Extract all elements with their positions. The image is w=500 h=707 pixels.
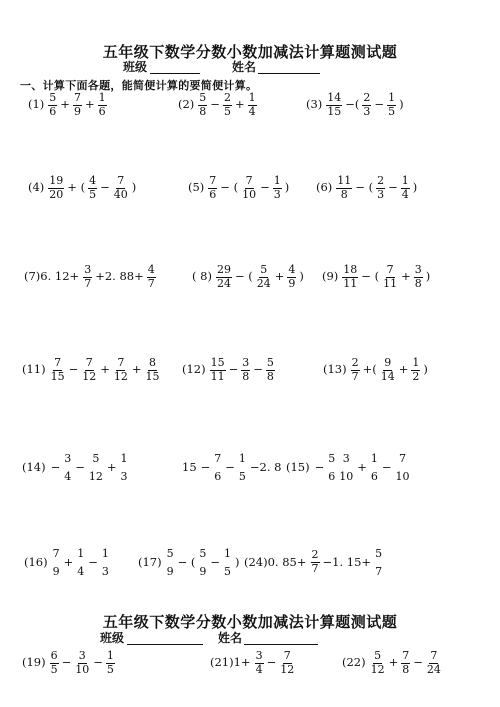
problem-number: (11)	[22, 362, 46, 377]
fraction: $\frac{15}{11}$	[210, 356, 225, 383]
problem-number: (19)	[22, 655, 46, 670]
name-label: 姓名	[218, 631, 243, 645]
class-blank[interactable]	[150, 73, 200, 74]
problem-6: (6) $\frac{11}{8}$ − ( $\frac{2}{3}$ − $\frac{1}{4}$ )	[316, 174, 418, 201]
fraction: $\frac{29}{24}$	[216, 263, 231, 290]
problem-4: (4) $\frac{19}{20}$ + ( $\frac{4}{5}$ − $\frac{7}{40}$ )	[28, 174, 137, 201]
fraction: $\frac{1}{5}$	[388, 91, 396, 118]
fraction: $\frac{3}{7}$	[84, 263, 92, 290]
fraction: $\frac{3}{10}$	[75, 649, 90, 676]
fraction: 5 9	[166, 547, 174, 578]
problem-24: (24)0. 85+ $\frac{2}{7}$ −1. 15+ 5 7	[244, 545, 384, 580]
fraction: $\frac{7}{10}$	[242, 174, 257, 201]
fraction: 3 4	[64, 452, 72, 483]
problem-19: (19) $\frac{6}{5}$ − $\frac{3}{10}$ − $\frac{1}{5}$	[22, 649, 114, 676]
fraction: 1 3	[101, 547, 109, 578]
fraction: 5 9	[199, 547, 207, 578]
fraction: $\frac{2}{7}$	[311, 548, 319, 576]
fraction: $\frac{2}{3}$	[377, 174, 385, 201]
fraction: $\frac{4}{5}$	[89, 174, 97, 201]
fraction: $\frac{5}{6}$	[49, 91, 57, 118]
fraction: $\frac{2}{7}$	[351, 356, 359, 383]
fraction: 5 6	[328, 452, 336, 483]
fraction: 5 12	[88, 452, 103, 483]
fraction: 7 10	[395, 452, 410, 483]
fraction: 1 4	[77, 547, 85, 578]
class-label: 班级	[123, 60, 148, 74]
problem-2: (2) $\frac{5}{8}$ − $\frac{2}{5}$ + $\frac{1}{4}$	[178, 91, 256, 118]
fraction: $\frac{4}{7}$	[147, 263, 155, 290]
fraction: $\frac{7}{8}$	[402, 649, 410, 676]
fraction: $\frac{7}{12}$	[113, 356, 128, 383]
name-label: 姓名	[232, 60, 257, 74]
fraction: 1 5	[238, 452, 246, 483]
fraction: $\frac{1}{4}$	[401, 174, 409, 201]
problem-number: (21)1+	[210, 655, 251, 670]
problem-21: (21)1+ $\frac{3}{4}$ − $\frac{7}{12}$	[210, 649, 295, 676]
fraction: 1 3	[120, 452, 128, 483]
fraction: $\frac{5}{24}$	[256, 263, 271, 290]
problem-number: (1)	[28, 97, 45, 112]
problem-number: (16)	[24, 554, 48, 569]
fraction: $\frac{3}{4}$	[255, 649, 263, 676]
problem-number: (6)	[316, 180, 333, 195]
problem-number: (22)	[342, 655, 366, 670]
fraction: $\frac{1}{4}$	[248, 91, 256, 118]
fraction: 1 6	[370, 452, 378, 483]
class-label: 班级	[100, 631, 125, 645]
fraction: $\frac{14}{15}$	[327, 91, 342, 118]
problem-number: (24)0. 85+	[244, 554, 307, 569]
fraction: $\frac{7}{15}$	[50, 356, 65, 383]
name-blank[interactable]	[258, 73, 320, 74]
fraction: $\frac{7}{6}$	[209, 174, 217, 201]
fraction: 1 5	[224, 547, 232, 578]
fraction: $\frac{2}{3}$	[363, 91, 371, 118]
worksheet-title-2: 五年级下数学分数小数加减法计算题测试题	[102, 613, 398, 631]
fraction: $\frac{7}{9}$	[73, 91, 81, 118]
fraction: $\frac{4}{9}$	[288, 263, 296, 290]
fraction: $\frac{5}{8}$	[199, 91, 207, 118]
problem-15: (15) − 5 6 3 10 + 1 6 − 7 10	[286, 450, 412, 485]
problem-number: (3)	[306, 97, 323, 112]
fraction: $\frac{7}{12}$	[82, 356, 97, 383]
problem-number: (17)	[138, 554, 162, 569]
fraction: $\frac{1}{6}$	[98, 91, 106, 118]
fraction: $\frac{7}{11}$	[383, 263, 398, 290]
problem-1: (1) $\frac{5}{6}$ + $\frac{7}{9}$ + $\frac{1}{6}$	[28, 91, 106, 118]
fraction: $\frac{7}{12}$	[280, 649, 295, 676]
fraction: $\frac{7}{24}$	[426, 649, 441, 676]
problem-14: (14) − 3 4 − 5 12 + 1 3	[22, 450, 130, 485]
problem-number: ( 8)	[192, 269, 212, 284]
fraction: $\frac{8}{15}$	[145, 356, 160, 383]
fraction: $\frac{18}{11}$	[343, 263, 358, 290]
fraction: $\frac{1}{3}$	[273, 174, 281, 201]
problem-22: (22) $\frac{5}{12}$ + $\frac{7}{8}$ − $\frac{7}{24}$	[342, 649, 441, 676]
problem-16: (16) 7 9 + 1 4 − 1 3	[24, 545, 111, 580]
problem-8: ( 8) $\frac{29}{24}$ − ( $\frac{5}{24}$ + $\frac{4}{9}$ )	[192, 263, 304, 290]
problem-11: (11) $\frac{7}{15}$ − $\frac{7}{12}$ + $\frac{7}{12}$ + $\frac{8}{15}$	[22, 356, 160, 383]
name-blank[interactable]	[244, 644, 318, 645]
fraction: 7 6	[214, 452, 222, 483]
problem-9: (9) $\frac{18}{11}$ − ( $\frac{7}{11}$ + $\frac{3}{8}$ )	[322, 263, 431, 290]
fraction: $\frac{2}{5}$	[223, 91, 231, 118]
problem-7: (7)6. 12+ $\frac{3}{7}$ +2. 88+ $\frac{4}{7}$	[24, 263, 155, 290]
problem-number: (7)6. 12+	[24, 269, 80, 284]
student-info-row-2	[0, 629, 500, 647]
instruction-text: 一、计算下面各题，能简便计算的要简便计算。	[20, 79, 258, 92]
fraction: $\frac{7}{40}$	[113, 174, 128, 201]
problem-15-expression: 15 − 7 6 − 1 5 −2. 8	[180, 450, 284, 485]
problem-12: (12) $\frac{15}{11}$ − $\frac{3}{8}$ − $\frac{5}{8}$	[182, 356, 274, 383]
fraction: $\frac{11}{8}$	[337, 174, 352, 201]
fraction: $\frac{5}{8}$	[266, 356, 274, 383]
fraction: $\frac{5}{12}$	[370, 649, 385, 676]
fraction: $\frac{1}{2}$	[412, 356, 420, 383]
problem-number: (4)	[28, 180, 45, 195]
problem-number: (13)	[323, 362, 347, 377]
fraction: $\frac{19}{20}$	[49, 174, 64, 201]
fraction: $\frac{6}{5}$	[50, 649, 58, 676]
fraction: 5 7	[375, 547, 383, 578]
class-blank[interactable]	[127, 644, 203, 645]
problem-13: (13) $\frac{2}{7}$ +( $\frac{9}{14}$ + $\frac{1}{2}$ )	[323, 356, 428, 383]
fraction: $\frac{9}{14}$	[380, 356, 395, 383]
fraction: $\frac{1}{5}$	[106, 649, 114, 676]
problem-number: (9)	[322, 269, 339, 284]
fraction: 7 9	[52, 547, 60, 578]
problem-number: (12)	[182, 362, 206, 377]
problem-17: (17) 5 9 − ( 5 9 − 1 5 )	[138, 545, 242, 580]
fraction: $\frac{3}{8}$	[414, 263, 422, 290]
problem-number: (15)	[286, 459, 310, 474]
problem-5: (5) $\frac{7}{6}$ − ( $\frac{7}{10}$ − $\frac{1}{3}$ )	[188, 174, 290, 201]
student-info-row	[0, 58, 500, 76]
worksheet-title: 五年级下数学分数小数加减法计算题测试题	[102, 43, 398, 61]
fraction: $\frac{3}{8}$	[242, 356, 250, 383]
problem-3: (3) $\frac{14}{15}$ −( $\frac{2}{3}$ − $\frac{1}{5}$ )	[306, 91, 404, 118]
problem-number: (2)	[178, 97, 195, 112]
fraction: 3 10	[339, 452, 354, 483]
problem-number: (14)	[22, 459, 46, 474]
problem-number: (5)	[188, 180, 205, 195]
